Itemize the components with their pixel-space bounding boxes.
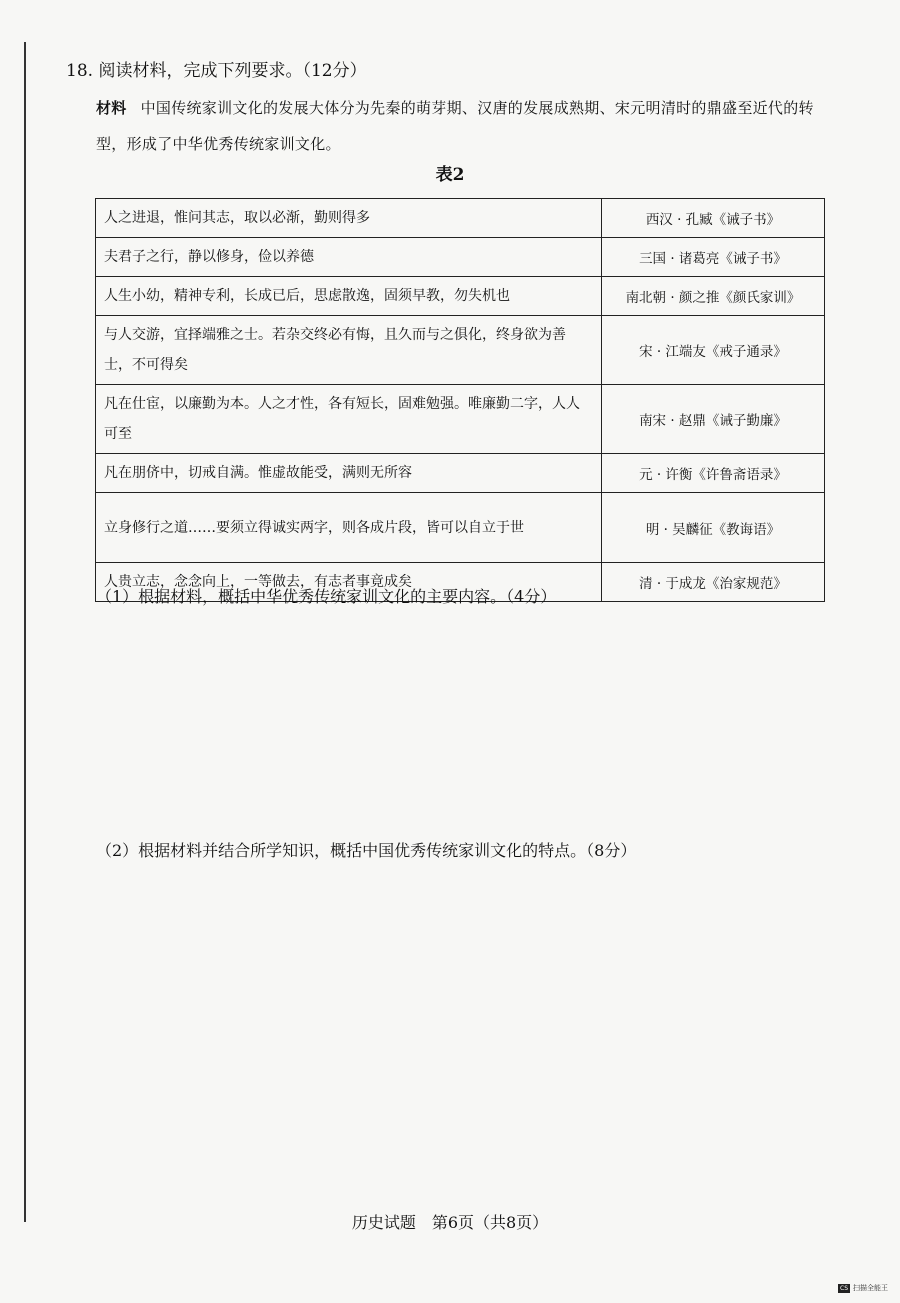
table-row [96,493,825,563]
scanner-watermark [838,1283,888,1293]
material-text: 中国传统家训文化的发展大体分为先秦的萌芽期、汉唐的发展成熟期、宋元明清时的鼎盛至近代的转型，形成了中华优秀传统家训文化。 [96,99,814,153]
subquestion-1: （1）根据材料，概括中华优秀传统家训文化的主要内容。（4分） [96,587,557,606]
scanner-watermark-text: 扫描全能王 [853,1284,888,1292]
quote-cell: 夫君子之行，静以修身，俭以养德 [96,238,602,277]
table-row [96,199,825,238]
source-cell: 南北朝 · 颜之推《颜氏家训》 [602,277,825,316]
material-paragraph [96,90,836,162]
quote-cell: 凡在朋侪中，切戒自满。惟虚故能受，满则无所容 [96,454,602,493]
question-title: 18. 阅读材料，完成下列要求。（12分） [66,61,367,81]
source-cell: 南宋 · 赵鼎《诫子勤廉》 [602,385,825,454]
table-row [96,385,825,454]
table-row [96,277,825,316]
source-cell: 明 · 吴麟征《教诲语》 [602,493,825,563]
scanner-logo-icon: CS [840,1284,848,1292]
table-row [96,316,825,385]
quote-cell: 人贵立志，念念向上，一等做去，有志者事竟成矣 [96,563,602,602]
table-row [96,454,825,493]
page-footer: 历史试题 第6页（共8页） [351,1213,549,1232]
quote-cell: 立身修行之道……要须立得诚实两字，则各成片段，皆可以自立于世 [96,493,602,563]
quote-cell: 人生小幼，精神专利，长成已后，思虑散逸，固须早教，勿失机也 [96,277,602,316]
table-row [96,238,825,277]
source-cell: 宋 · 江端友《戒子通录》 [602,316,825,385]
source-cell: 三国 · 诸葛亮《诫子书》 [602,238,825,277]
table-caption: 表2 [435,165,465,185]
family-instructions-table [95,198,825,602]
margin-rule [24,42,26,1222]
subquestion-2: （2）根据材料并结合所学知识，概括中国优秀传统家训文化的特点。（8分） [96,841,637,860]
source-cell: 清 · 于成龙《治家规范》 [602,563,825,602]
quote-cell: 人之进退，惟问其志，取以必渐，勤则得多 [96,199,602,238]
source-cell: 元 · 许衡《许鲁斋语录》 [602,454,825,493]
quote-cell: 凡在仕宦，以廉勤为本。人之才性，各有短长，固难勉强。唯廉勤二字，人人可至 [96,385,602,454]
quote-cell: 与人交游，宜择端雅之士。若杂交终必有悔，且久而与之俱化，终身欲为善士，不可得矣 [96,316,602,385]
material-label: 材料 [96,99,127,117]
source-cell: 西汉 · 孔臧《诫子书》 [602,199,825,238]
